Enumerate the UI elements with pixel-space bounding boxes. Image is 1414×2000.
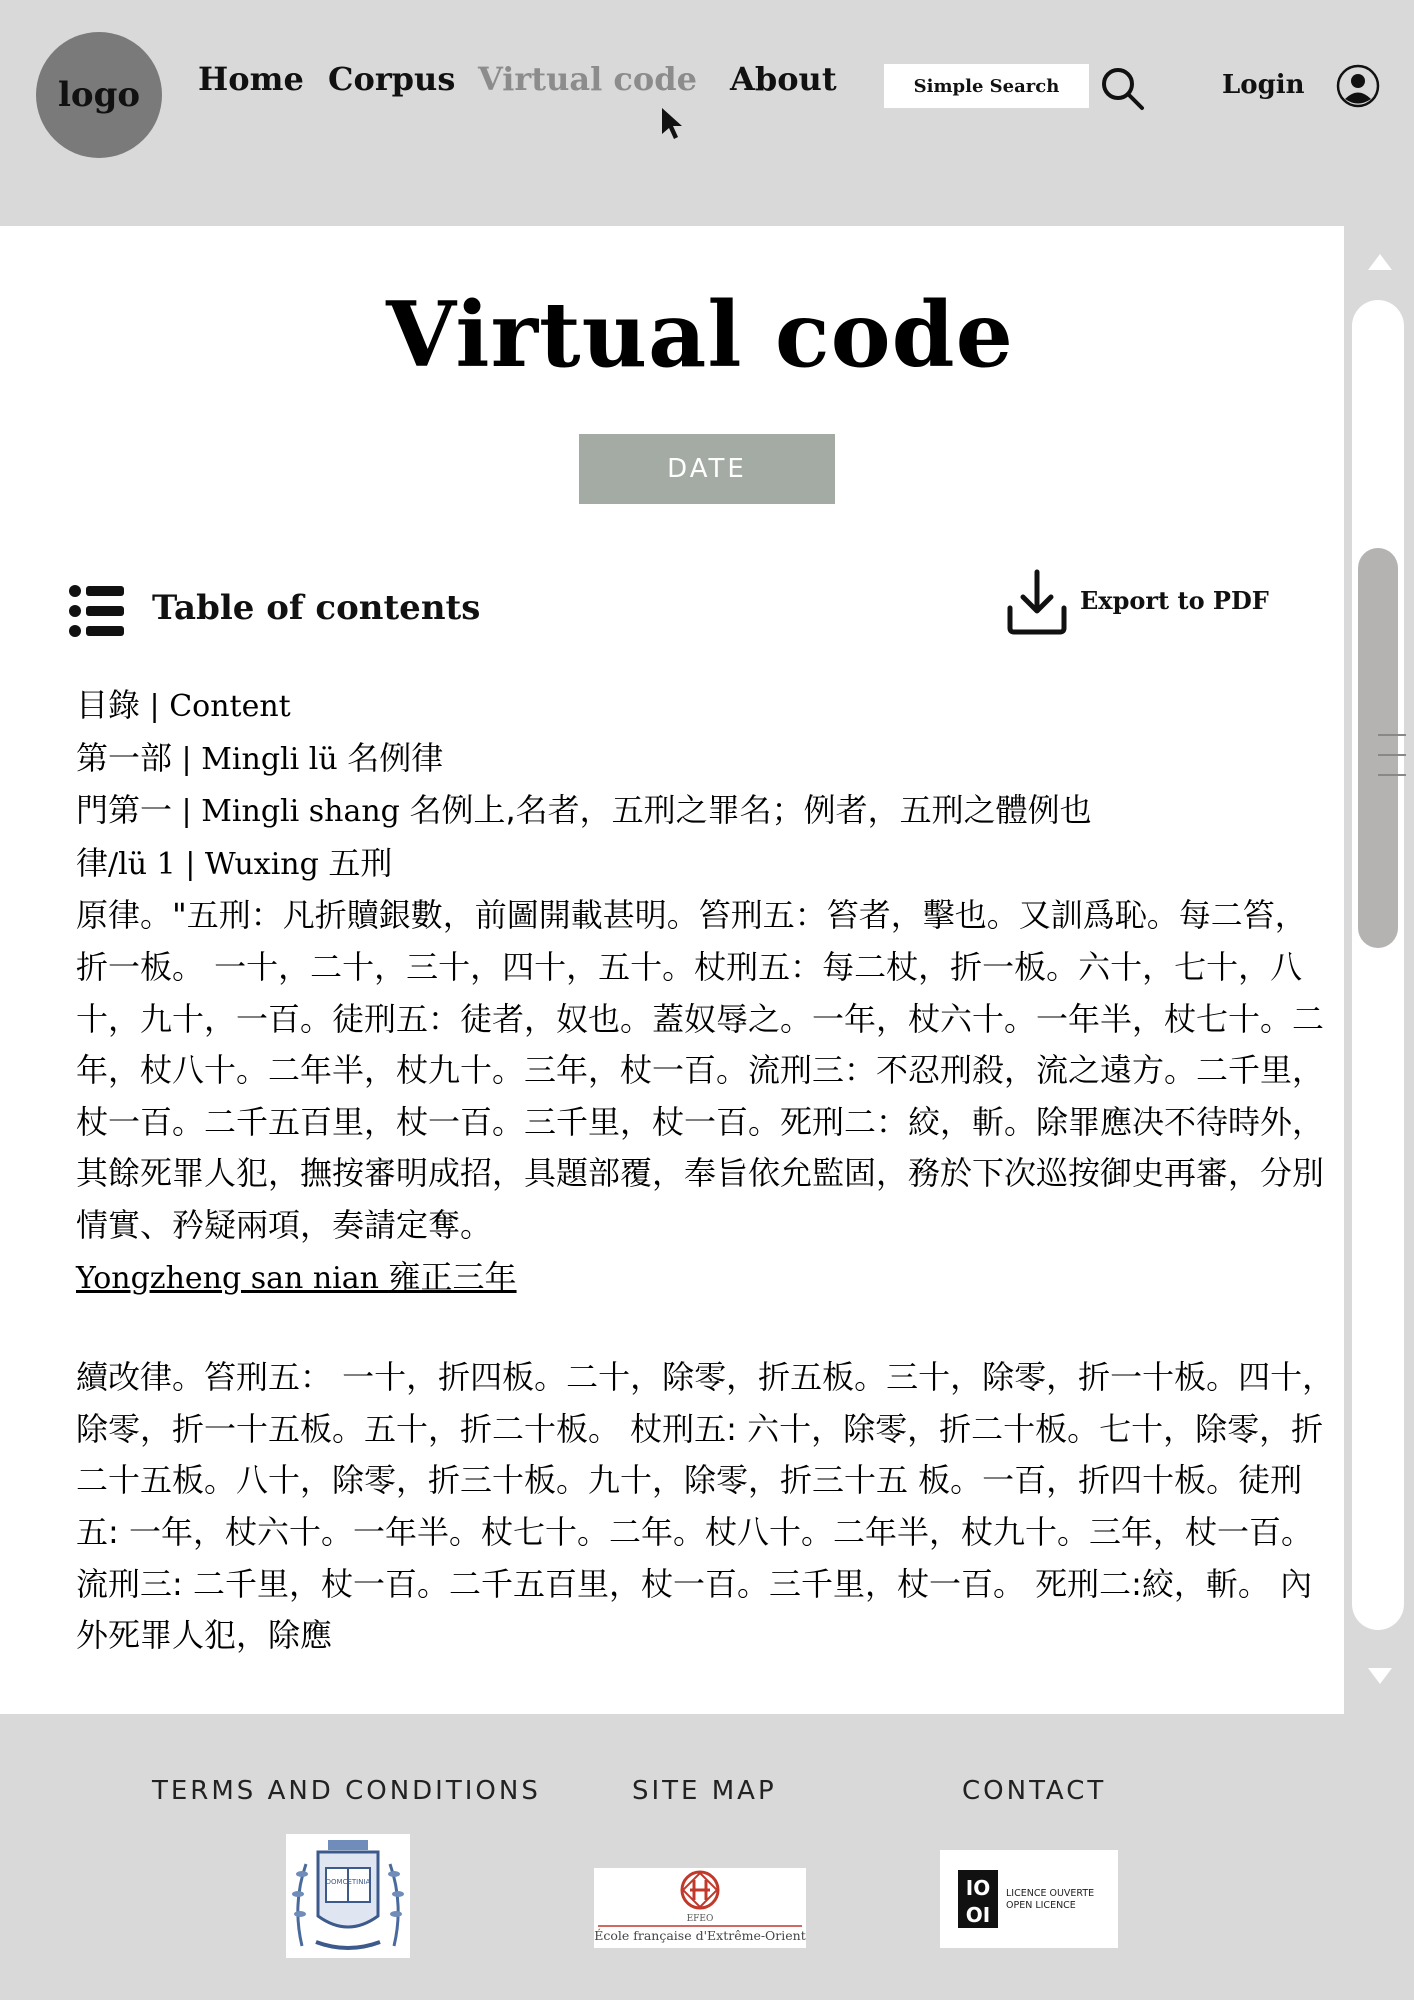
page-title: Virtual code [386,282,1014,388]
licence-mark-top: IO [965,1876,991,1900]
nav-corpus[interactable]: Corpus [328,60,456,98]
grip-line [1378,754,1406,756]
scroll-down-arrow-icon[interactable] [1366,1666,1394,1686]
code-text [76,680,1338,1662]
nav-home[interactable]: Home [198,60,304,98]
efeo-name: École française d'Extrême-Orient [594,1928,806,1943]
grip-line [1378,734,1406,736]
login-link[interactable]: Login [1222,70,1305,100]
open-licence-logo [940,1850,1118,1948]
user-account-icon[interactable] [1336,64,1380,108]
nav-about[interactable]: About [730,60,837,98]
logo-text: logo [57,75,141,115]
logo[interactable] [36,32,162,158]
scroll-up-arrow-icon[interactable] [1366,252,1394,272]
scroll-track[interactable] [1352,300,1404,1630]
nav-virtual-code[interactable]: Virtual code [478,60,697,98]
efeo-logo [594,1868,806,1948]
emblem-motto: DOMCETINIA [325,1878,371,1886]
list-icon[interactable] [68,584,126,638]
yongzheng-link[interactable]: Yongzheng san nian 雍正三年 [76,1257,517,1296]
grip-line [1378,774,1406,776]
toc-entry[interactable]: 門第一 | Mingli shang 名例上,名者，五刑之罪名；例者，五刑之體例也 [76,791,1092,830]
site-map-link[interactable]: SITE MAP [632,1776,777,1806]
university-emblem-logo [286,1834,410,1958]
table-of-contents-label[interactable]: Table of contents [152,588,481,628]
search-icon[interactable] [1098,64,1146,112]
export-pdf-link[interactable]: Export to PDF [1080,586,1269,615]
toc-entry[interactable]: 目錄 | Content [76,686,291,724]
statute-paragraph: 續改律。笞刑五： 一十，折四板。二十，除零，折五板。三十，除零，折一十板。四十，除零，折一十五板。五十，折二十板。 杖刑五: 六十，除零，折二十板。七十，除零，折二十五板。八十，除零，折三十板。九十，除零，折三十五 板。一百，折四十板。徒刑五: 一年，杖六十。一年半。杖七十。二年。杖八十。二年半，杖九十。三年，杖一百。 流刑三: 二千里，杖一百。二千五百里，杖一百。三千里，杖一百。 死刑二:絞，斬。 內外死罪人犯，除應 [76,1358,1335,1655]
site-footer [0,1714,1414,2000]
spacer [76,1304,1338,1352]
search-box-label: Simple Search [913,75,1060,97]
mouse-cursor-icon [660,106,688,142]
toc-entry[interactable]: 第一部 | Mingli lü 名例律 [76,738,444,777]
efeo-abbreviation: EFEO [686,1914,714,1924]
scrollbar[interactable] [1344,226,1414,1714]
contact-link[interactable]: CONTACT [962,1776,1107,1806]
download-icon[interactable] [1006,568,1068,636]
licence-mark-bottom: OI [965,1903,991,1927]
terms-link[interactable]: TERMS AND CONDITIONS [152,1776,541,1806]
licence-line-1: LICENCE OUVERTE [1006,1888,1095,1899]
statute-paragraph: 原律。"五刑：凡折贖銀數，前圖開載甚明。笞刑五：笞者，擊也。又訓爲恥。每二笞，折一板。 一十，二十，三十，四十，五十。杖刑五：每二杖，折一板。六十，七十，八十，九十，一百。徒刑五：徒者，奴也。蓋奴辱之。一年，杖六十。一年半，杖七十。二年，杖八十。二年半，杖九十。三年，杖一百。流刑三：不忍刑殺，流之遠方。二千里，杖一百。二千五百里，杖一百。三千里，杖一百。死刑二：絞，斬。除罪應决不待時外，其餘死罪人犯，撫按審明成招，具題部覆，奉旨依允監固，務於下次巡按御史再審，分別情實、矜疑兩項，奏請定奪。 [76,896,1325,1244]
licence-line-2: OPEN LICENCE [1006,1900,1076,1911]
scroll-thumb[interactable] [1358,548,1398,948]
main-content [0,226,1344,1714]
site-header [0,0,1414,226]
date-button-label: DATE [667,454,747,484]
date-button[interactable] [579,434,835,504]
toc-entry[interactable]: 律/lü 1 | Wuxing 五刑 [76,843,393,882]
search-box[interactable] [884,64,1089,108]
